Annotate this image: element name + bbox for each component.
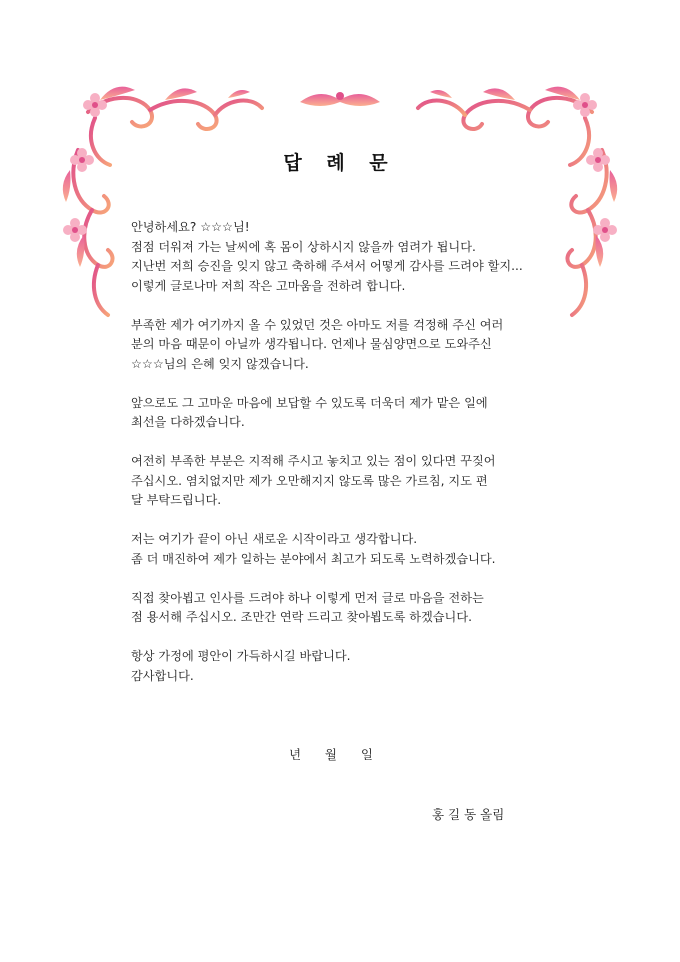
- date-line: 년 월 일: [289, 747, 373, 762]
- text-line: 좀 더 매진하여 제가 일하는 분야에서 최고가 되도록 노력하겠습니다.: [131, 551, 496, 566]
- paragraph-request: [131, 452, 571, 511]
- paragraph-new-start: [131, 530, 571, 569]
- text-line: 앞으로도 그 고마운 마음에 보답할 수 있도록 더욱더 제가 맡은 일에: [131, 395, 488, 410]
- text-line: 최선을 다하겠습니다.: [131, 415, 245, 429]
- letter-body: [131, 218, 571, 706]
- text-line: 점점 더워져 가는 날씨에 혹 몸이 상하시지 않을까 염려가 됩니다.: [131, 239, 476, 254]
- text-line: 주십시오. 염치없지만 제가 오만해지지 않도록 많은 가르침, 지도 편: [131, 473, 488, 488]
- paragraph-greeting: [131, 218, 571, 296]
- paragraph-apology: [131, 589, 571, 628]
- paragraph-promise: [131, 394, 571, 433]
- text-line: 분의 마음 때문이 아닐까 생각됩니다. 언제나 물심양면으로 도와주신: [131, 337, 492, 351]
- text-line: 안녕하세요? ☆☆☆님!: [131, 220, 250, 234]
- text-line: 감사합니다.: [131, 668, 194, 683]
- ornament-top-center: [300, 92, 380, 106]
- text-line: 부족한 제가 여기까지 올 수 있었던 것은 아마도 저를 걱정해 주신 여러: [131, 317, 504, 332]
- text-line: 저는 여기가 끝이 아닌 새로운 시작이라고 생각합니다.: [131, 532, 418, 546]
- signature: 홍 길 동 올림: [432, 807, 505, 822]
- paragraph-closing: [131, 647, 571, 686]
- page-title: 답 례 문: [283, 152, 397, 174]
- text-line: 여전히 부족한 부분은 지적해 주시고 놓치고 있는 점이 있다면 꾸짖어: [131, 454, 496, 468]
- text-line: 직접 찾아뵙고 인사를 드려야 하나 이렇게 먼저 글로 마음을 전하는: [131, 590, 484, 605]
- paragraph-gratitude: [131, 316, 571, 375]
- text-line: 이렇게 글로나마 저희 작은 고마움을 전하려 합니다.: [131, 278, 406, 293]
- text-line: 점 용서해 주십시오. 조만간 연락 드리고 찾아뵙도록 하겠습니다.: [131, 610, 472, 624]
- text-line: 항상 가정에 평안이 가득하시길 바랍니다.: [131, 649, 351, 663]
- text-line: 달 부탁드립니다.: [131, 493, 222, 507]
- text-line: 지난번 저희 승진을 잊지 않고 축하해 주셔서 어떻게 감사를 드려야 할지...: [131, 259, 523, 273]
- text-line: ☆☆☆님의 은혜 잊지 않겠습니다.: [131, 356, 309, 371]
